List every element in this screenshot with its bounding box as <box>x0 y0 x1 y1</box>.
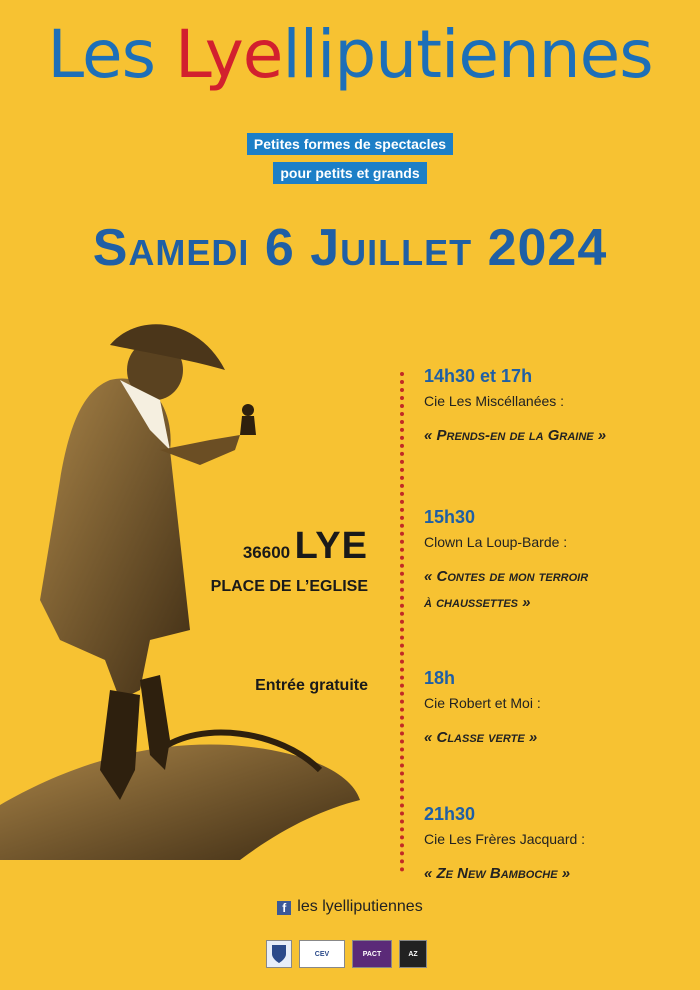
facebook-icon: f <box>277 901 291 915</box>
event-show-line-2: à chaussettes » <box>424 594 531 611</box>
event-show: « Ze New Bamboche » <box>424 865 571 882</box>
venue-zip: 36600 <box>242 543 291 562</box>
az-logo: AZ <box>399 940 427 968</box>
venue-place: PLACE DE L’EGLISE <box>210 578 368 595</box>
event-time: 18h <box>424 668 456 688</box>
event-2 <box>424 507 588 616</box>
title-part-rest: lliputiennes <box>282 16 653 93</box>
subtitle-text-1: Petites formes de spectacles <box>247 133 453 155</box>
subtitle-text-2: pour petits et grands <box>273 162 426 184</box>
venue-address <box>168 525 368 568</box>
event-3 <box>424 668 541 751</box>
pact-logo: PACT <box>352 940 392 968</box>
event-time: 14h30 et 17h <box>424 366 533 386</box>
event-company: Cie Robert et Moi : <box>424 695 541 711</box>
cev-logo: CEV <box>299 940 345 968</box>
event-time: 15h30 <box>424 507 476 527</box>
facebook-handle[interactable]: les lyelliputiennes <box>297 898 423 915</box>
crest-logo <box>266 940 292 968</box>
event-1 <box>424 366 606 449</box>
event-company: Clown La Loup-Barde : <box>424 534 568 550</box>
facebook-link[interactable] <box>0 898 700 916</box>
event-company: Cie Les Miscéllanées : <box>424 393 565 409</box>
poster-title <box>0 10 700 100</box>
event-company: Cie Les Frères Jacquard : <box>424 831 586 847</box>
subtitle-line-1 <box>0 133 700 155</box>
event-4 <box>424 804 585 887</box>
event-date: Samedi 6 Juillet 2024 <box>92 219 608 277</box>
event-show-line-1: « Contes de mon terroir <box>424 568 589 585</box>
title-part-lye: Lye <box>174 16 283 93</box>
sponsor-logos <box>266 940 427 968</box>
event-time: 21h30 <box>424 804 476 824</box>
title-part-les: Les <box>47 16 175 93</box>
event-show: « Prends-en de la Graine » <box>424 427 607 444</box>
entry-free: Entrée gratuite <box>255 677 368 694</box>
event-show <box>424 564 588 616</box>
dotted-divider <box>400 372 404 872</box>
event-show: « Classe verte » <box>424 729 538 746</box>
subtitle-line-2 <box>0 162 700 184</box>
venue-town: LYE <box>294 525 368 567</box>
